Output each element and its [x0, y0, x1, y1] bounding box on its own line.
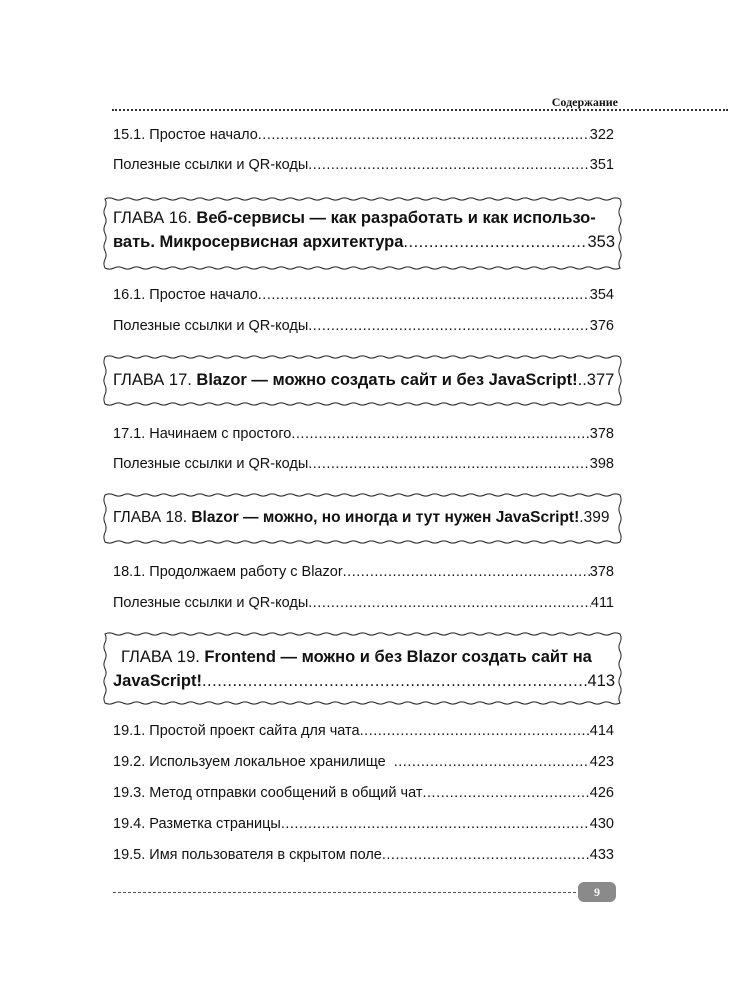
- toc-entry-title: 16.1. Простое начало: [113, 287, 258, 303]
- toc-entry-15-1[interactable]: [113, 127, 614, 149]
- chapter-prefix: ГЛАВА 17.: [113, 371, 197, 389]
- chapter-page: 377: [586, 371, 615, 389]
- toc-entry-page: 414: [589, 723, 614, 739]
- chapter-title: Blazor — можно создать сайт и без JavaScript!: [196, 371, 578, 389]
- toc-entry-16-1[interactable]: [113, 287, 614, 309]
- leader-dots: [258, 127, 590, 143]
- toc-entry-title: Полезные ссылки и QR-коды: [113, 318, 309, 334]
- header-divider: [112, 109, 728, 111]
- toc-entry-title: 19.1. Простой проект сайта для чата: [113, 723, 360, 739]
- leader-dots: [308, 595, 591, 611]
- toc-entry-19-1[interactable]: [113, 723, 614, 745]
- toc-entry-page: 411: [590, 595, 614, 611]
- chapter-prefix: ГЛАВА 18.: [113, 509, 192, 526]
- toc-entry-page: 423: [589, 754, 614, 770]
- toc-entry-links-18[interactable]: [113, 595, 614, 617]
- leader-dots: [403, 230, 587, 254]
- chapter-19-line1: [113, 645, 615, 669]
- leader-dots: ..: [577, 371, 587, 389]
- toc-entry-title: 15.1. Простое начало: [113, 127, 258, 143]
- chapter-title-cont: вать. Микросервисная архитектура: [113, 233, 404, 251]
- toc-entry-title: 18.1. Продолжаем работу с Blazor: [113, 564, 343, 580]
- toc-entry-page: 433: [589, 847, 614, 863]
- toc-entry-page: 398: [589, 456, 614, 472]
- chapter-title: Frontend — можно и без Blazor создать сайт на: [204, 648, 592, 666]
- page-number-badge: 9: [578, 882, 616, 902]
- running-header: Содержание: [551, 95, 618, 109]
- leader-dots: [202, 669, 588, 693]
- toc-entry-18-1[interactable]: [113, 564, 614, 586]
- toc-entry-title: 19.4. Разметка страницы: [113, 816, 281, 832]
- chapter-16-box[interactable]: [102, 196, 623, 271]
- leader-dots: [281, 816, 590, 832]
- chapter-16-line2: [113, 230, 615, 254]
- toc-entry-title: 19.5. Имя пользователя в скрытом поле: [113, 847, 382, 863]
- leader-dots: [308, 456, 590, 472]
- toc-entry-17-1[interactable]: [113, 426, 614, 448]
- toc-entry-19-3[interactable]: [113, 785, 614, 807]
- leader-dots: [382, 847, 590, 863]
- leader-dots: [343, 564, 590, 580]
- chapter-title-cont: JavaScript!: [113, 672, 202, 690]
- toc-entry-19-4[interactable]: [113, 816, 614, 838]
- leader-dots: [291, 426, 589, 442]
- toc-entry-title: 17.1. Начинаем с простого: [113, 426, 292, 442]
- leader-dots: [308, 157, 590, 173]
- leader-dots: [360, 723, 590, 739]
- toc-entry-page: 376: [589, 318, 614, 334]
- toc-entry-page: 430: [589, 816, 614, 832]
- chapter-page: 399: [583, 509, 610, 526]
- chapter-page: 353: [587, 233, 615, 251]
- toc-entry-page: 354: [589, 287, 614, 303]
- toc-entry-title: Полезные ссылки и QR-коды: [113, 157, 309, 173]
- leader-dots: [422, 785, 589, 801]
- leader-dots: [308, 318, 590, 334]
- toc-entry-page: 351: [589, 157, 614, 173]
- chapter-17-line1: [113, 368, 615, 392]
- leader-dots: [394, 754, 590, 770]
- toc-entry-page: 322: [589, 127, 614, 143]
- toc-entry-title: Полезные ссылки и QR-коды: [113, 595, 309, 611]
- chapter-prefix: ГЛАВА 16.: [113, 209, 197, 227]
- toc-entry-page: 378: [589, 564, 614, 580]
- chapter-title: Blazor — можно, но иногда и тут нужен JavaScript!: [191, 509, 580, 526]
- chapter-16-line1: [113, 206, 615, 230]
- chapter-page: 413: [587, 672, 615, 690]
- chapter-18-line1: [113, 506, 615, 530]
- toc-entry-page: 378: [589, 426, 614, 442]
- toc-entry-links-15[interactable]: [113, 157, 614, 179]
- leader-dots: [258, 287, 590, 303]
- chapter-18-box[interactable]: [102, 492, 623, 545]
- toc-entry-title: 19.3. Метод отправки сообщений в общий чат: [113, 785, 423, 801]
- footer-divider: [113, 892, 581, 893]
- chapter-19-line2: [113, 669, 615, 693]
- chapter-19-box[interactable]: [102, 631, 623, 706]
- toc-entry-links-17[interactable]: [113, 456, 614, 478]
- leader-dots: .: [579, 509, 584, 526]
- toc-entry-page: 426: [589, 785, 614, 801]
- chapter-prefix: ГЛАВА 19.: [121, 648, 205, 666]
- toc-entry-19-2[interactable]: [113, 754, 614, 776]
- toc-entry-title: Полезные ссылки и QR-коды: [113, 456, 309, 472]
- toc-entry-19-5[interactable]: [113, 847, 614, 869]
- toc-entry-links-16[interactable]: [113, 318, 614, 340]
- toc-entry-title: 19.2. Используем локальное хранилище: [113, 754, 394, 770]
- chapter-title: Веб-сервисы — как разработать и как использо-: [196, 209, 596, 227]
- chapter-17-box[interactable]: [102, 354, 623, 407]
